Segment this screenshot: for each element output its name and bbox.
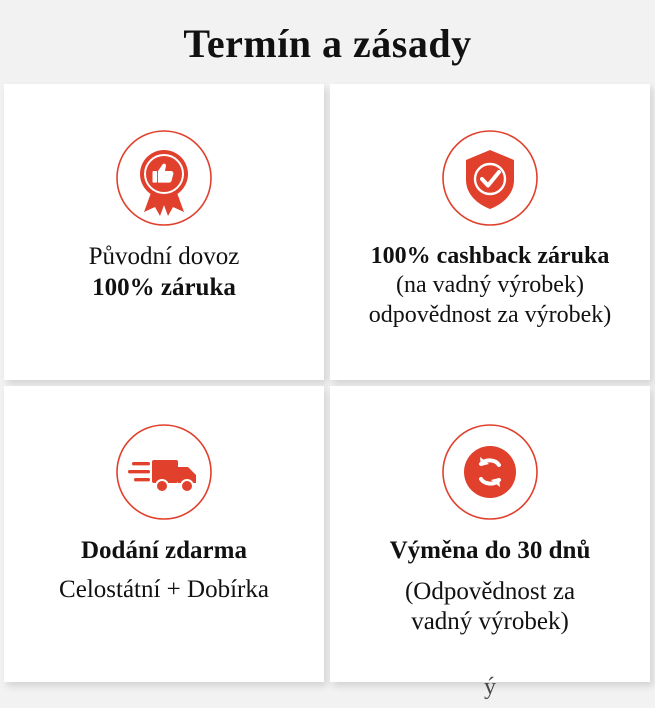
card-line: 100% záruka: [92, 273, 236, 301]
card-line: 100% cashback záruka: [370, 243, 610, 269]
policy-card-original-import: [4, 84, 324, 380]
card-line-clipped: ý: [484, 674, 496, 700]
delivery-truck-icon: [114, 422, 214, 522]
card-line: vadný výrobek): [411, 608, 569, 635]
policy-card-text: [363, 242, 618, 330]
card-line: Výměna do 30 dnů: [389, 537, 591, 564]
policy-card-text: [83, 242, 246, 303]
card-line: (na vadný výrobek): [396, 272, 584, 299]
shield-check-icon: [440, 128, 540, 228]
policy-card-grid: [0, 84, 655, 700]
award-badge-thumbs-up-icon: [114, 128, 214, 228]
policy-card-cashback-guarantee: [330, 84, 650, 380]
exchange-refresh-icon: [440, 422, 540, 522]
card-line: Původní dovoz: [88, 243, 240, 270]
card-line: Dodání zdarma: [81, 537, 247, 564]
policy-card-exchange-30-days: [330, 386, 650, 700]
card-line: Celostátní + Dobírka: [59, 575, 269, 603]
policy-card-free-delivery: [4, 386, 324, 682]
policy-card-text: [53, 536, 275, 605]
policy-card-text: [384, 536, 597, 638]
clipped-text-row: [330, 674, 650, 700]
card-line: (Odpovědnost za: [404, 577, 576, 605]
page-title: Termín a zásady: [183, 21, 472, 66]
card-line: odpovědnost za výrobek): [368, 301, 612, 328]
